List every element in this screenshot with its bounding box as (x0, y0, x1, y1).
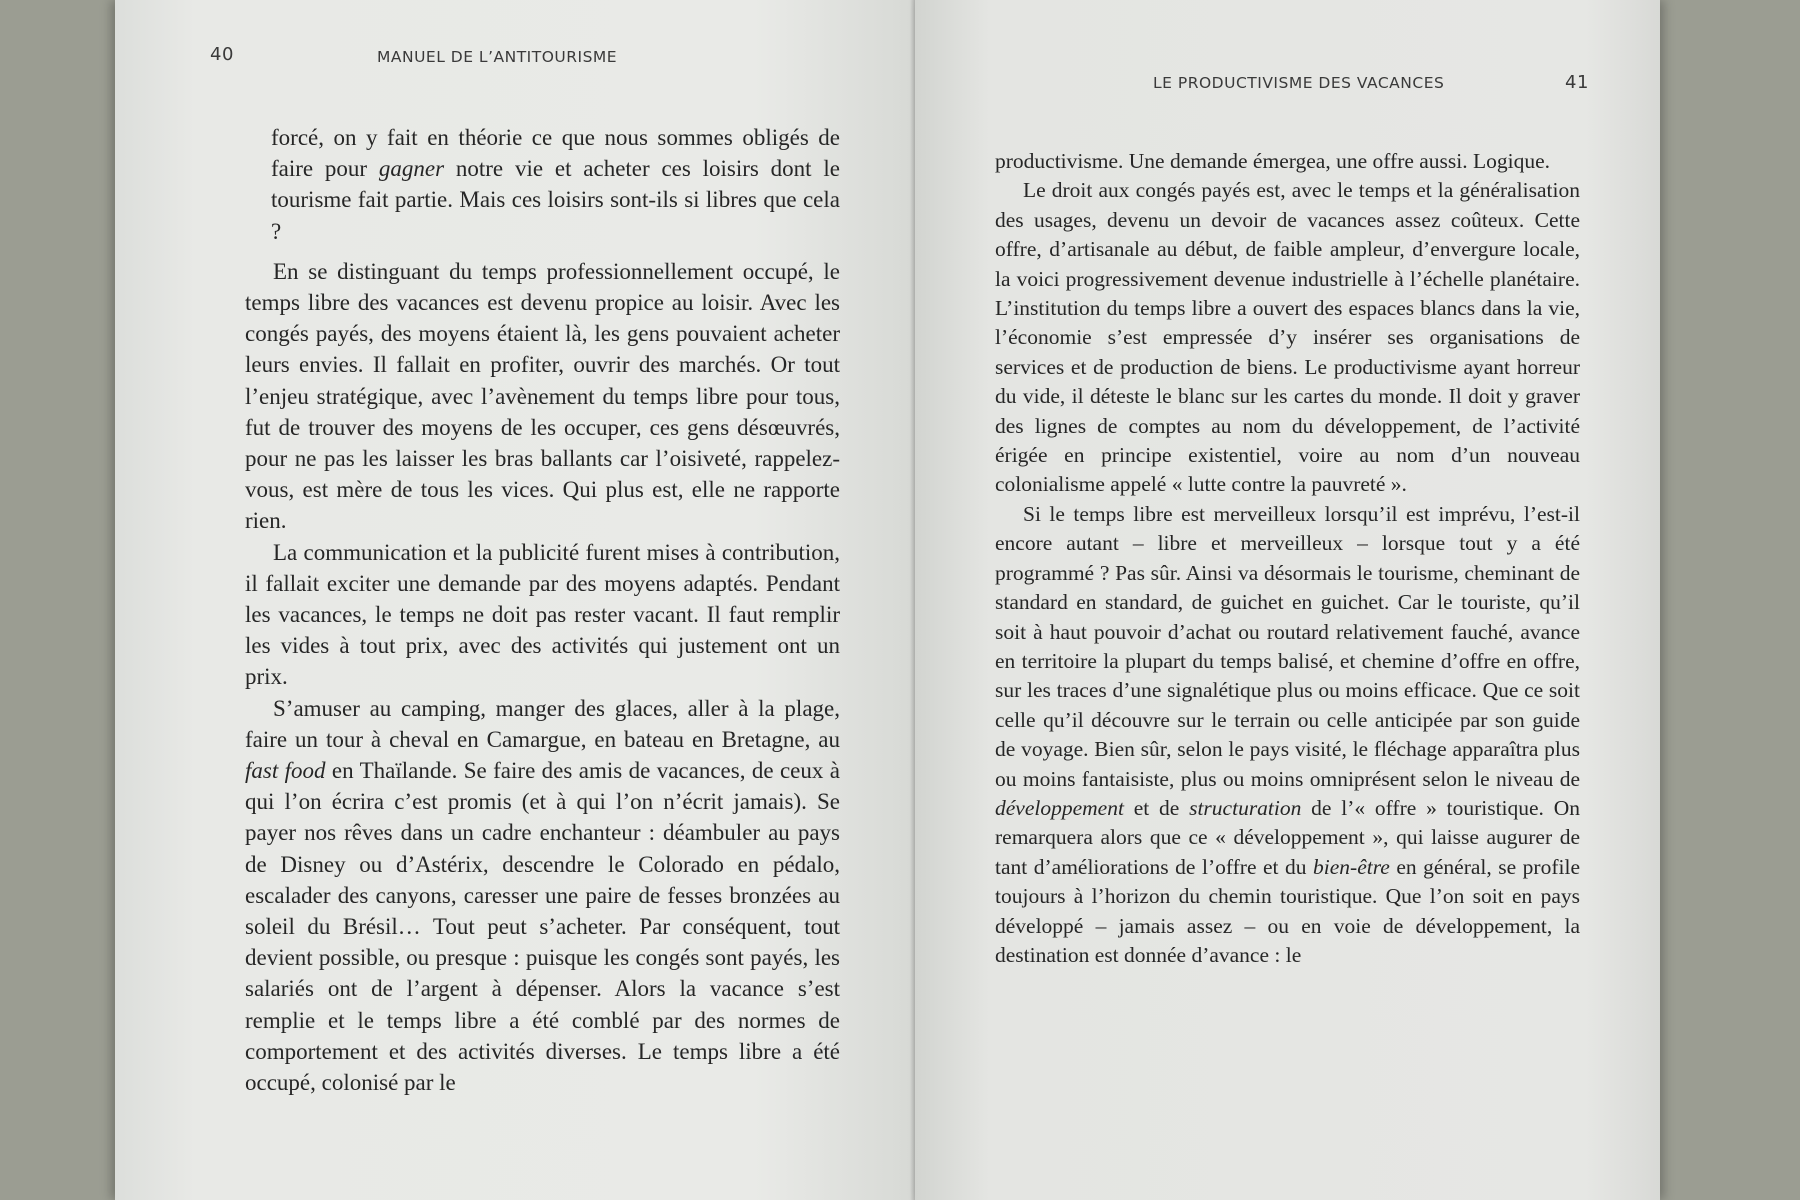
italic-emphasis: fast food (245, 758, 326, 784)
paragraph: Le droit aux congés payés est, avec le temps et la généralisation des usages, devenu un devoir de vacances assez coûteux. Cette offre, d’artisanale au début, de faible ampleur, d’envergure locale, la voici progressivement devenue industrielle à l’échelle planétaire. L’institution du temps libre a ouvert des espaces blancs dans la vie, l’économie s’est empressée d’y insérer ses organisations de services et de production de biens. Le productivisme ayant horreur du vide, il déteste le blanc sur les cartes du monde. Il doit y graver des lignes de comptes au nom du développement, de l’activité érigée en principe existentiel, voire au nom d’un nouveau colonialisme appelé « lutte contre la pauvreté ». (995, 178, 1580, 497)
right-page (915, 0, 1660, 1200)
page-number: 40 (210, 44, 234, 65)
body-text (245, 122, 840, 1098)
paragraph: Si le temps libre est merveilleux lorsqu’il est imprévu, l’est-il encore autant – libre et merveilleux – lorsque tout y a été programmé ? Pas sûr. Ainsi va désormais le tourisme, cheminant de standard en standard, de guichet en guichet. Car le touriste, qu’il soit à haut pouvoir d’achat ou routard relativement fauché, avance en territoire la plupart du temps balisé, et chemine d’offre en offre, sur les traces d’une signalétique plus ou moins efficace. Que ce soit celle qu’il découvre sur le terrain ou celle anticipée par son guide de voyage. Bien sûr, selon le pays visité, le fléchage apparaîtra plus ou moins fantaisiste, plus ou moins omniprésent selon le niveau de développement et de structuration de l’« offre » touristique. On remarquera alors que ce « développement », qui laisse augurer de tant d’améliorations de l’offre et du bien-être en général, se profile toujours à l’horizon du chemin touristique. Que l’on soit en pays développé – jamais assez – ou en voie de développement, la destination est donnée d’avance : le (995, 501, 1580, 967)
italic-emphasis: bien-être (1313, 854, 1390, 879)
running-head: MANUEL DE L’ANTITOURISME (377, 48, 618, 66)
paragraph: La communication et la publicité furent mises à contribution, il fallait exciter une demande par des moyens adaptés. Pendant les vacances, le temps ne doit pas rester vacant. Il faut remplir les vides à tout prix, avec des activités qui justement ont un prix. (245, 539, 840, 690)
paragraph: S’amuser au camping, manger des glaces, aller à la plage, faire un tour à cheval en Camargue, en bateau en Bretagne, au fast food en Thaïlande. Se faire des amis de vacances, de ceux à qui l’on écrira c’est promis (et à qui l’on n’écrit jamais). Se payer nos rêves dans un cadre enchanteur : déambuler au pays de Disney ou d’Astérix, descendre le Colorado en pédalo, escalader des canyons, caresser une paire de fesses bronzées au soleil du Brésil… Tout peut s’acheter. Par conséquent, tout devient possible, ou presque : puisque les congés sont payés, les salariés ont de l’argent à dépenser. Alors la vacance s’est remplie et le temps libre a été comblé par des normes de comportement et des activités diverses. Le temps libre a été occupé, colonisé par le (245, 695, 840, 1096)
italic-emphasis: développement (995, 795, 1124, 820)
italic-emphasis: gagner (378, 156, 445, 182)
running-head: LE PRODUCTIVISME DES VACANCES (1153, 74, 1445, 92)
body-text (995, 147, 1580, 970)
paragraph: forcé, on y fait en théorie ce que nous sommes obligés de faire pour gagner notre vie et acheter ces loisirs dont le tourisme fait partie. Mais ces loisirs sont-ils si libres que cela ? (271, 125, 840, 244)
page-number: 41 (1565, 72, 1589, 93)
left-page (115, 0, 915, 1200)
paragraph: En se distinguant du temps professionnellement occupé, le temps libre des vacances est devenu propice au loisir. Avec les congés payés, des moyens étaient là, les gens pouvaient acheter leurs envies. Il fallait en profiter, ouvrir des marchés. Or tout l’enjeu stratégique, avec l’avènement du temps libre pour tous, fut de trouver des moyens de les occuper, ces gens désœuvrés, pour ne pas les laisser les bras ballants car l’oisiveté, rappelez-vous, est mère de tous les vices. Qui plus est, elle ne rapporte rien. (245, 258, 840, 534)
italic-emphasis: structuration (1189, 795, 1302, 820)
paragraph: productivisme. Une demande émergea, une offre aussi. Logique. (995, 149, 1551, 173)
